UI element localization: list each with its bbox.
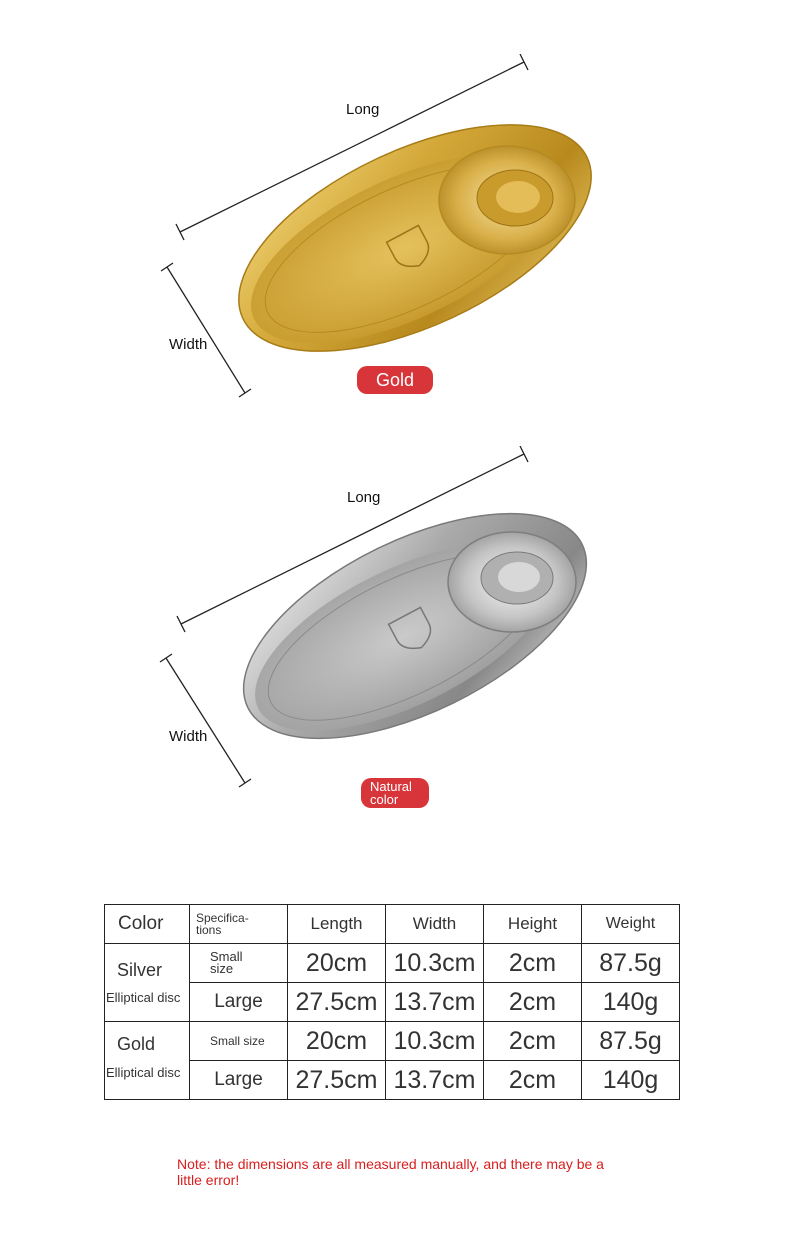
header-specifications (190, 905, 288, 944)
table-row (105, 1022, 680, 1061)
header-width: Width (386, 905, 484, 944)
table-row (105, 1061, 680, 1100)
header-spec-line1: Specifica- (196, 911, 249, 925)
weight-cell: 140g (582, 1061, 680, 1100)
long-label: Long (347, 489, 381, 506)
width-cell: 10.3cm (386, 944, 484, 983)
length-cell: 20cm (288, 1022, 386, 1061)
table-row (105, 983, 680, 1022)
specification-table (104, 904, 680, 1100)
height-cell: 2cm (484, 944, 582, 983)
header-length: Length (288, 905, 386, 944)
header-spec-line2: tions (196, 923, 222, 937)
color-name: Silver (117, 960, 163, 980)
size-cell: Large (190, 983, 288, 1022)
length-cell: 20cm (288, 944, 386, 983)
length-cell: 27.5cm (288, 1061, 386, 1100)
width-label: Width (169, 336, 208, 353)
product-type: Elliptical disc (106, 1065, 181, 1080)
header-color: Color (105, 905, 190, 944)
long-label: Long (346, 101, 380, 118)
header-weight: Weight (582, 905, 680, 944)
table-row (105, 944, 680, 983)
size-line1: Small (210, 949, 243, 964)
weight-cell: 140g (582, 983, 680, 1022)
color-cell-gold (105, 1022, 190, 1100)
gold-badge: Gold (357, 366, 433, 394)
size-line2: size (210, 961, 234, 976)
silver-tray-shape (210, 467, 620, 785)
height-cell: 2cm (484, 1022, 582, 1061)
size-cell: Large (190, 1061, 288, 1100)
natural-color-badge (361, 778, 429, 808)
height-cell: 2cm (484, 1061, 582, 1100)
measurement-note: Note: the dimensions are all measured manually, and there may be a little error! (177, 1156, 604, 1188)
width-cell: 10.3cm (386, 1022, 484, 1061)
size-cell: Small size (190, 1022, 288, 1061)
width-cell: 13.7cm (386, 1061, 484, 1100)
weight-cell: 87.5g (582, 944, 680, 983)
height-cell: 2cm (484, 983, 582, 1022)
badge-line-1: Natural (370, 779, 412, 794)
product-type: Elliptical disc (106, 990, 181, 1005)
badge-line-2: color (370, 792, 399, 807)
size-cell (190, 944, 288, 983)
header-height: Height (484, 905, 582, 944)
length-cell: 27.5cm (288, 983, 386, 1022)
color-cell-silver (105, 944, 190, 1022)
width-cell: 13.7cm (386, 983, 484, 1022)
color-name: Gold (117, 1034, 156, 1054)
width-label: Width (169, 728, 208, 745)
weight-cell: 87.5g (582, 1022, 680, 1061)
table-header-row (105, 905, 680, 944)
